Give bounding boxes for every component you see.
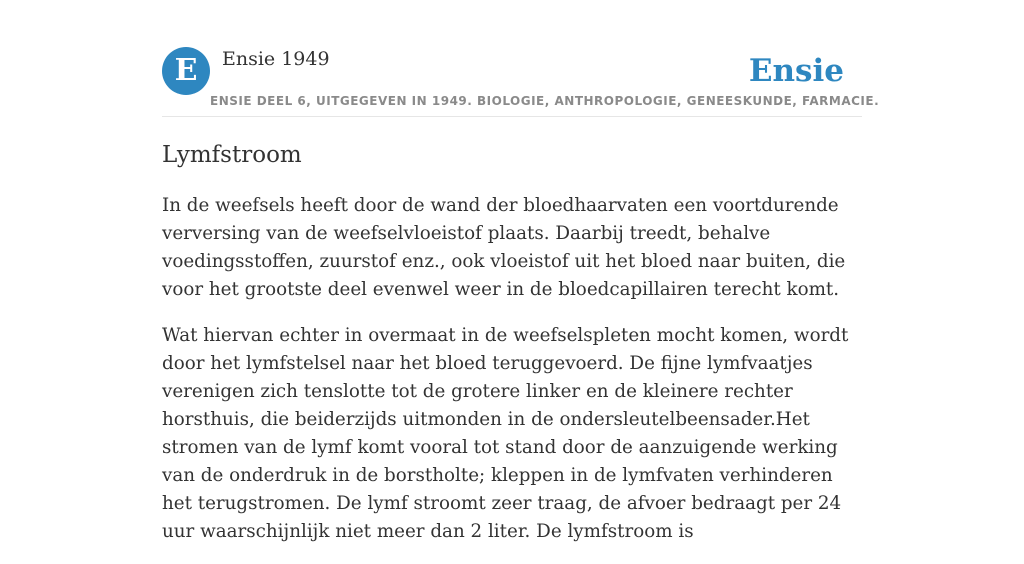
article-body — [162, 192, 867, 564]
article-paragraph: In de weefsels heeft door de wand der bloedhaarvaten een voortdurende verversing van de weefselvloeistof plaats. Daarbij treedt, behalve voedingsstoffen, zuurstof enz., ook vloeistof uit het bloed naar buiten, die voor het grootste deel evenwel weer in de bloedcapillairen terecht komt. — [162, 195, 846, 300]
ensie-logo-icon[interactable]: E — [162, 47, 210, 95]
brand-logo[interactable]: Ensie — [748, 53, 844, 89]
site-header — [162, 47, 880, 117]
source-title[interactable]: Ensie 1949 — [222, 48, 330, 70]
source-subtitle: ENSIE DEEL 6, UITGEGEVEN IN 1949. BIOLOGIE, ANTHROPOLOGIE, GENEESKUNDE, FARMACIE. — [210, 94, 880, 108]
article-paragraph: Wat hiervan echter in overmaat in de weefselspleten mocht komen, wordt door het lymfstelsel naar het bloed teruggevoerd. De fijne lymfvaatjes verenigen zich tenslotte tot de grotere linker en de kleinere rechter horsthuis, die beiderzijds uitmonden in de ondersleutelbeensader.Het stromen van de lymf komt vooral tot stand door de aanzuigende werking van de onderdruk in de borstholte; kleppen in de lymfvaten verhinderen het terugstromen. De lymf stroomt zeer traag, de afvoer bedraagt per 24 uur waarschijnlijk niet meer dan 2 liter. De lymfstroom is — [162, 325, 849, 542]
article-title: Lymfstroom — [162, 142, 302, 168]
